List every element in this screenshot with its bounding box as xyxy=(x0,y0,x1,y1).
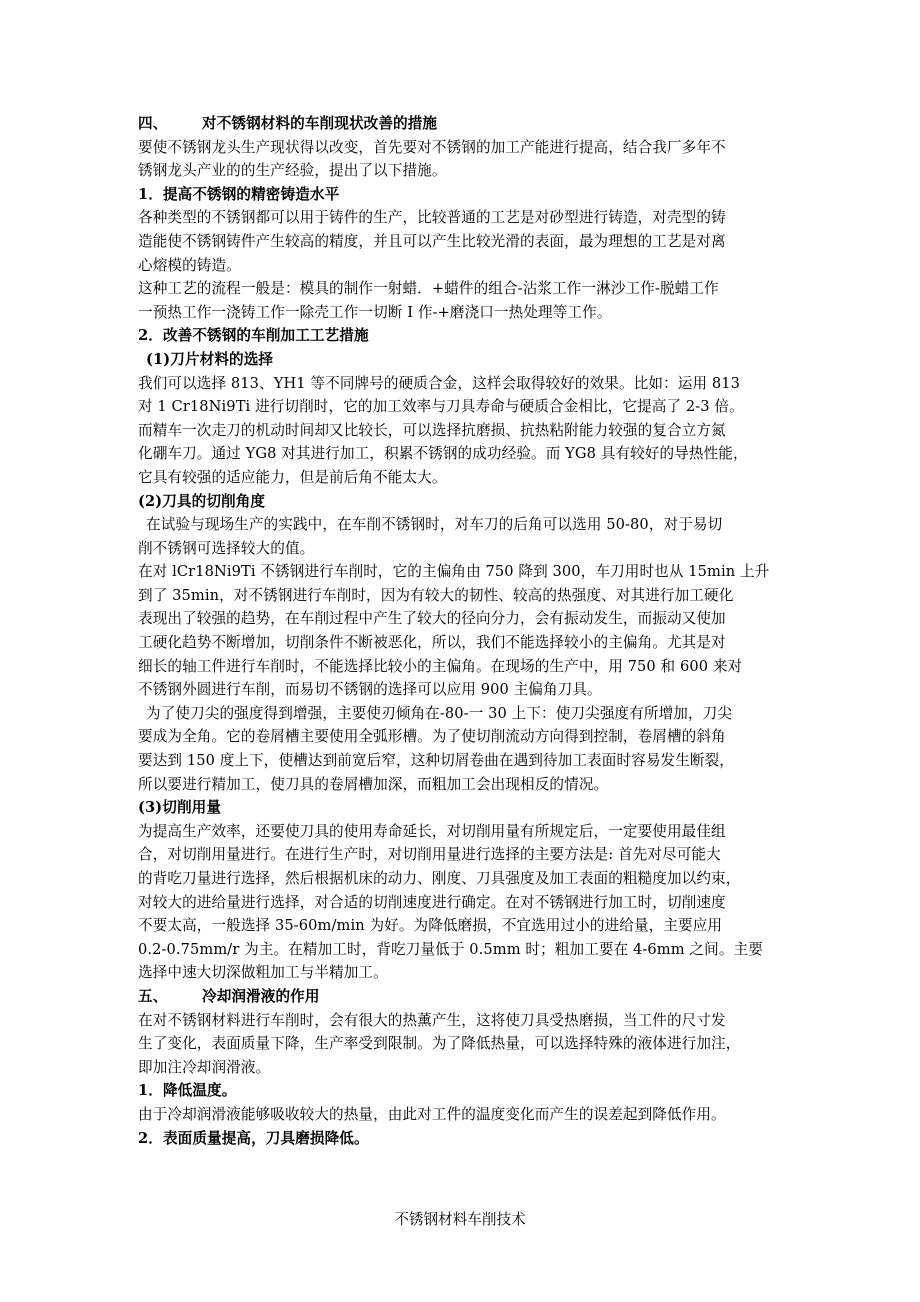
section-4-heading xyxy=(138,112,786,136)
page-footer: 不锈钢材料车削技术 xyxy=(394,1211,526,1228)
paragraph-line: 心熔模的铸造。 xyxy=(138,256,241,274)
paragraph-line: 要使不锈钢龙头生产现状得以改变，首先要对不锈钢的加工产能进行提高，结合我厂多年不 xyxy=(138,138,726,156)
paragraph-line: 即加注冷却润滑液。 xyxy=(138,1058,271,1076)
paragraph-line: 对 1 Cr18Ni9Ti 进行切削时，它的加工效率与刀具寿命与硬质合金相比，它提高了 2-3 倍。 xyxy=(138,398,744,416)
paragraph-line: 选择中速大切深做粗加工与半精加工。 xyxy=(138,964,388,982)
paragraph-line: 所以要进行精加工，使刀具的卷屑槽加深，而粗加工会出现相反的情况。 xyxy=(138,775,609,793)
paragraph-line: 为提高生产效率，还要使刀具的使用寿命延长，对切削用量有所规定后，一定要使用最佳组 xyxy=(138,822,726,840)
paragraph-line: 各种类型的不锈钢都可以用于铸件的生产，比较普通的工艺是对砂型进行铸造，对壳型的铸 xyxy=(138,209,726,227)
paragraph-line: 在对不锈钢材料进行车削时，会有很大的热薰产生，这将使刀具受热磨损，当工件的尺寸发 xyxy=(138,1011,726,1029)
paragraph-line: 它具有较强的适应能力，但是前后角不能太大。 xyxy=(138,468,447,486)
section-5-heading xyxy=(138,985,786,1009)
paragraph-line: 由于冷却润滑液能够吸收较大的热量，由此对工件的温度变化而产生的误差起到降低作用。 xyxy=(138,1105,726,1123)
subheading-1: 1．提高不锈钢的精密铸造水平 xyxy=(138,185,340,203)
paragraph-line: 合，对切削用量进行。在进行生产时，对切削用量进行选择的主要方法是: 首先对尽可能大 xyxy=(138,846,721,864)
paragraph-line: 为了使刀尖的强度得到增强，主要使刃倾角在-80-一 30 上下：使刀尖强度有所增加，刀尖 xyxy=(146,704,733,722)
paragraph-line: 到了 35min，对不锈钢进行车削时，因为有较大的韧性、较高的热强度、对其进行加工硬化 xyxy=(138,586,734,604)
section-number: 四、 xyxy=(138,115,168,132)
paragraph-line: 在试验与现场生产的实践中，在车削不锈钢时，对车刀的后角可以选用 50-80，对于易切 xyxy=(146,516,723,534)
document-body xyxy=(138,112,786,1150)
paragraph-line: 而精车一次走刀的机动时间却又比较长，可以选择抗磨损、抗热粘附能力较强的复合立方氮 xyxy=(138,421,726,439)
section-title: 对不锈钢材料的车削现状改善的措施 xyxy=(202,115,438,132)
paragraph-line: 0.2-0.75mm/r 为主。在精加工时，背吃刀量低于 0.5mm 时；粗加工要在 4-6mm 之间。主要 xyxy=(138,940,763,958)
paragraph-line: 造能使不锈钢铸件产生较高的精度，并且可以产生比较光滑的表面，最为理想的工艺是对离 xyxy=(138,232,726,250)
sub-subheading-blade-material: (1)刀片材料的选择 xyxy=(146,350,274,368)
section-title: 冷却润滑液的作用 xyxy=(202,987,320,1005)
section-number: 五、 xyxy=(138,987,168,1005)
paragraph-line: 在对 lCr18Ni9Ti 不锈钢进行车削时，它的主偏角由 750 降到 300，车刀用时也从 15min 上升 xyxy=(138,563,770,581)
paragraph-line: 不锈钢外圆进行车削，而易切不锈钢的选择可以应用 900 主偏角刀具。 xyxy=(138,681,602,699)
paragraph-line: 表现出了较强的趋势，在车削过程中产生了较大的径向分力，会有振动发生，而振动又使加 xyxy=(138,610,726,628)
sub-subheading-cutting-amount: (3)切削用量 xyxy=(138,799,222,817)
sub-subheading-cutting-angle: (2)刀具的切削角度 xyxy=(138,492,266,510)
paragraph-line: 生了变化，表面质量下降，生产率受到限制。为了降低热量，可以选择特殊的液体进行加注， xyxy=(138,1035,741,1053)
paragraph-line: 这种工艺的流程一般是：模具的制作一射蜡．+蜡件的组合-沾浆工作一淋沙工作-脱蜡工作 xyxy=(138,280,719,298)
paragraph-line: 我们可以选择 813、YH1 等不同牌号的硬质合金，这样会取得较好的效果。比如：运用 813 xyxy=(138,374,741,392)
paragraph-line: 不要太高，一般选择 35-60m/min 为好。为降低磨损，不宜选用过小的进给量，主要应用 xyxy=(138,917,723,935)
paragraph-line: 要成为全角。它的卷屑槽主要使用全弧形槽。为了使切削流动方向得到控制，卷屑槽的斜角 xyxy=(138,728,726,746)
subheading-surface-quality: 2．表面质量提高，刀具磨损降低。 xyxy=(138,1129,369,1147)
paragraph-line: 细长的轴工件进行车削时，不能选择比较小的主偏角。在现场的生产中，用 750 和 600 来对 xyxy=(138,657,743,675)
paragraph-line: 锈钢龙头产业的的生产经验，提出了以下措施。 xyxy=(138,162,447,180)
paragraph-line: 要达到 150 度上下，使槽达到前宽后窄，这种切屑卷曲在遇到待加工表面时容易发生断裂， xyxy=(138,752,734,770)
paragraph-line: 削不锈钢可选择较大的值。 xyxy=(138,539,315,557)
paragraph-line: 对较大的进给量进行选择，对合适的切削速度进行确定。在对不锈钢进行加工时，切削速度 xyxy=(138,893,726,911)
paragraph-line: 的背吃刀量进行选择，然后根据机床的动力、刚度、刀具强度及加工表面的粗糙度加以约束， xyxy=(138,870,741,887)
subheading-lower-temperature: 1．降低温度。 xyxy=(138,1082,237,1100)
subheading-2: 2．改善不锈钢的车削加工工艺措施 xyxy=(138,327,369,345)
paragraph-line: 一预热工作一浇铸工作一除壳工作一切断 I 作-+磨浇口一热处理等工作。 xyxy=(138,303,612,321)
paragraph-line: 工硬化趋势不断增加，切削条件不断被恶化，所以，我们不能选择较小的主偏角。尤其是对 xyxy=(138,634,726,652)
paragraph-line: 化硼车刀。通过 YG8 对其进行加工，积累不锈钢的成功经验。而 YG8 具有较好的导热性能， xyxy=(138,445,748,463)
